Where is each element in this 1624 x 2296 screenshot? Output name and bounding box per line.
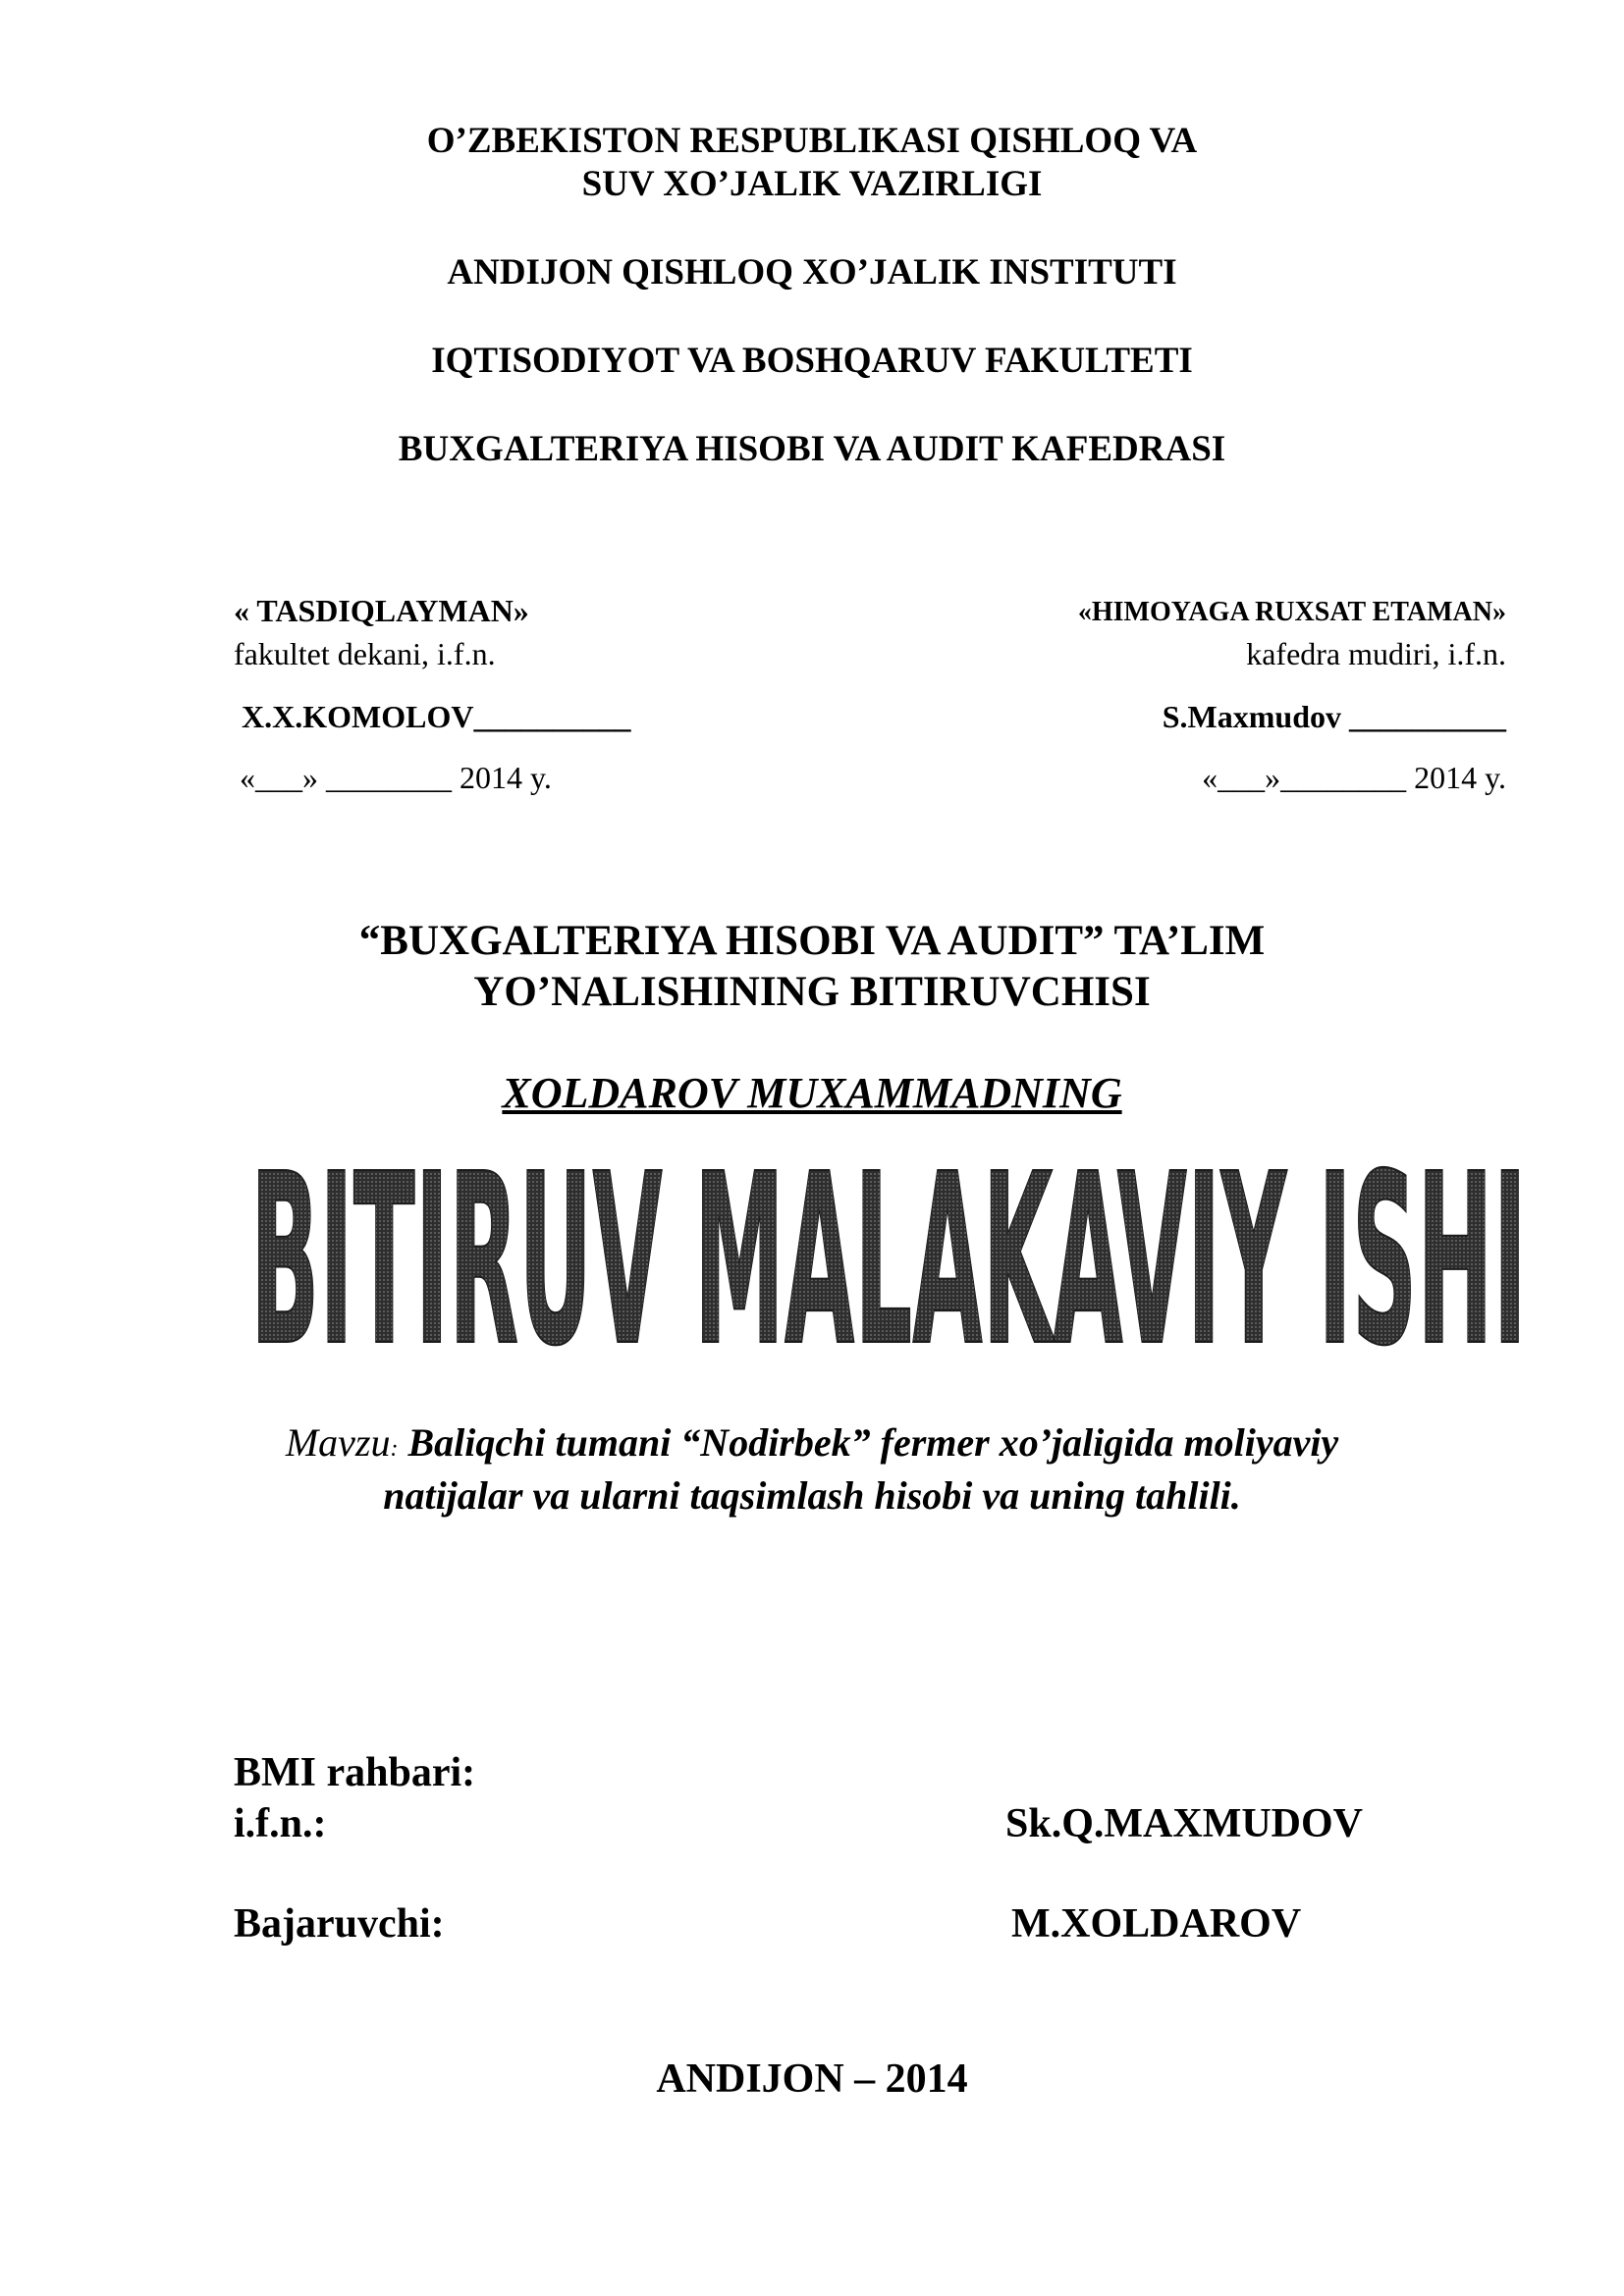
topic-label: Mavzu: [285, 1420, 391, 1465]
approval-right-date: «___»________ 2014 y.: [1202, 760, 1506, 795]
approval-right-title: «HIMOYAGA RUXSAT ETAMAN»: [1077, 597, 1506, 627]
approval-right-position: kafedra mudiri, i.f.n.: [1246, 636, 1506, 671]
department-name: BUXGALTERIYA HISOBI VA AUDIT KAFEDRASI: [398, 429, 1226, 469]
ministry-line-2: SUV XO’JALIK VAZIRLIGI: [581, 164, 1043, 204]
approval-left-date: «___» ________ 2014 y.: [240, 760, 552, 795]
supervisor-label: BMI rahbari:: [234, 1750, 476, 1795]
executor-name: M.XOLDAROV: [1011, 1901, 1302, 1947]
student-name: XOLDAROV MUXAMMADNING: [502, 1069, 1122, 1117]
approval-left-title: « TASDIQLAYMAN»: [234, 593, 529, 628]
topic-line-1: [0, 1419, 1624, 1466]
ministry-line-1: O’ZBEKISTON RESPUBLIKASI QISHLOQ VA: [426, 121, 1198, 161]
institute-name: ANDIJON QISHLOQ XO’JALIK INSTITUTI: [447, 252, 1177, 293]
topic-line-2: natijalar va ularni taqsimlash hisobi va uning tahlili.: [383, 1473, 1241, 1518]
approval-right-name: S.Maxmudov __________: [1162, 699, 1506, 734]
supervisor-degree-label: i.f.n.:: [234, 1801, 327, 1846]
work-title-text: BITIRUV MALAKAVIY ISHI: [250, 1153, 1527, 1355]
executor-label: Bajaruvchi:: [234, 1901, 445, 1947]
program-line-1: “BUXGALTERIYA HISOBI VA AUDIT” TA’LIM: [358, 918, 1266, 964]
topic-text-1: Baliqchi tumani “Nodirbek” fermer xo’jaligida moliyaviy: [398, 1420, 1339, 1465]
approval-left-name: X.X.KOMOLOV__________: [242, 699, 631, 734]
program-line-2: YO’NALISHINING BITIRUVCHISI: [473, 969, 1151, 1015]
supervisor-name: Sk.Q.MAXMUDOV: [1005, 1801, 1363, 1846]
work-title-banner: [245, 1153, 1532, 1355]
topic-colon: :: [390, 1436, 399, 1462]
footer-place-year: ANDIJON – 2014: [656, 2056, 968, 2102]
approval-left-position: fakultet dekani, i.f.n.: [234, 636, 496, 671]
faculty-name: IQTISODIYOT VA BOSHQARUV FAKULTETI: [431, 341, 1193, 381]
